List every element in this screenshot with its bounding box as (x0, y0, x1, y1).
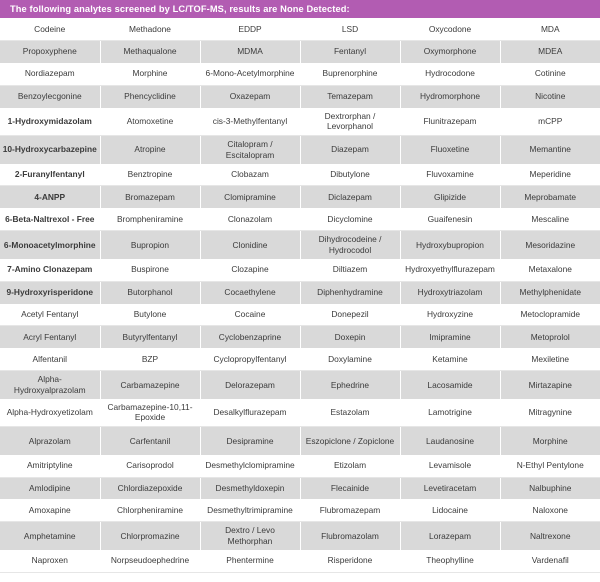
analyte-cell: 6-Monoacetylmorphine (0, 231, 100, 259)
analyte-cell: Lorazepam (400, 522, 500, 550)
analyte-cell: 9-Hydroxyrisperidone (0, 281, 100, 303)
analyte-cell: Nalbuphine (500, 477, 600, 499)
analyte-cell: Estazolam (300, 399, 400, 427)
analyte-cell: Naloxone (500, 499, 600, 521)
analyte-cell: 4-ANPP (0, 186, 100, 208)
table-row (0, 18, 600, 40)
analyte-cell: Acryl Fentanyl (0, 326, 100, 348)
analyte-cell: Carbamazepine (100, 371, 200, 399)
analyte-cell: Meprobamate (500, 186, 600, 208)
analyte-cell: Clomipramine (200, 186, 300, 208)
analyte-cell: Alpha-Hydroxyetizolam (0, 399, 100, 427)
analyte-cell: Flecainide (300, 477, 400, 499)
analyte-cell: Hydroxybupropion (400, 231, 500, 259)
analyte-cell: MDA (500, 18, 600, 40)
analyte-cell: MDEA (500, 40, 600, 62)
table-row (0, 550, 600, 572)
analyte-cell: Diazepam (300, 136, 400, 164)
analyte-cell: Fluoxetine (400, 136, 500, 164)
analyte-cell: Doxylamine (300, 348, 400, 370)
table-row (0, 259, 600, 281)
analyte-cell: Dicyclomine (300, 208, 400, 230)
analyte-cell: Chlordiazepoxide (100, 477, 200, 499)
analyte-cell: Hydroxyethylflurazepam (400, 259, 500, 281)
table-row (0, 522, 600, 550)
analyte-cell: Chlorpromazine (100, 522, 200, 550)
table-row (0, 371, 600, 399)
analyte-cell: Dibutylone (300, 164, 400, 186)
analyte-cell: Butyrylfentanyl (100, 326, 200, 348)
analyte-cell: mCPP (500, 108, 600, 136)
analyte-cell: Citalopram / Escitalopram (200, 136, 300, 164)
analyte-cell: Oxymorphone (400, 40, 500, 62)
analyte-cell: Risperidone (300, 550, 400, 572)
analyte-cell: Desmethylclomipramine (200, 455, 300, 477)
analyte-cell: Amphetamine (0, 522, 100, 550)
analyte-cell: Delorazepam (200, 371, 300, 399)
analyte-cell: Amoxapine (0, 499, 100, 521)
analyte-cell: Etizolam (300, 455, 400, 477)
table-row (0, 326, 600, 348)
analyte-cell: Alfentanil (0, 348, 100, 370)
analyte-cell: Amlodipine (0, 477, 100, 499)
analyte-cell: Clobazam (200, 164, 300, 186)
analyte-cell: Dextrorphan / Levorphanol (300, 108, 400, 136)
analyte-cell: Oxycodone (400, 18, 500, 40)
analyte-cell: Nordiazepam (0, 63, 100, 85)
analyte-cell: Atropine (100, 136, 200, 164)
analyte-cell: Flubromazepam (300, 499, 400, 521)
analyte-cell: Lamotrigine (400, 399, 500, 427)
analyte-cell: Meperidine (500, 164, 600, 186)
analyte-cell: Ephedrine (300, 371, 400, 399)
analyte-cell: Lacosamide (400, 371, 500, 399)
table-row (0, 348, 600, 370)
analyte-cell: Dihydrocodeine / Hydrocodol (300, 231, 400, 259)
analyte-cell: Doxepin (300, 326, 400, 348)
analyte-cell: Bupropion (100, 231, 200, 259)
analyte-cell: 7-Amino Clonazepam (0, 259, 100, 281)
analyte-cell: Dextro / Levo Methorphan (200, 522, 300, 550)
analyte-cell: Methylphenidate (500, 281, 600, 303)
analyte-cell: Desalkylflurazepam (200, 399, 300, 427)
analyte-cell: Clonazolam (200, 208, 300, 230)
analyte-cell: Temazepam (300, 85, 400, 107)
analyte-cell: Levamisole (400, 455, 500, 477)
analyte-cell: Desipramine (200, 427, 300, 455)
analyte-cell: Propoxyphene (0, 40, 100, 62)
analyte-cell: Flunitrazepam (400, 108, 500, 136)
analyte-cell: 6-Beta-Naltrexol - Free (0, 208, 100, 230)
analyte-cell: Methaqualone (100, 40, 200, 62)
analyte-cell: Methadone (100, 18, 200, 40)
analyte-cell: Nicotine (500, 85, 600, 107)
analyte-cell: Bromazepam (100, 186, 200, 208)
analyte-cell: 6-Mono-Acetylmorphine (200, 63, 300, 85)
analyte-cell: LSD (300, 18, 400, 40)
analyte-cell: Morphine (100, 63, 200, 85)
analyte-cell: EDDP (200, 18, 300, 40)
analyte-cell: Hydromorphone (400, 85, 500, 107)
analyte-cell: Cocaine (200, 304, 300, 326)
analyte-cell: Buspirone (100, 259, 200, 281)
analyte-cell: Cocaethylene (200, 281, 300, 303)
analyte-cell: Eszopiclone / Zopiclone (300, 427, 400, 455)
analyte-cell: Mexiletine (500, 348, 600, 370)
table-row (0, 85, 600, 107)
analyte-cell: Memantine (500, 136, 600, 164)
analyte-cell: Flubromazolam (300, 522, 400, 550)
analyte-cell: Cyclobenzaprine (200, 326, 300, 348)
analyte-cell: Norpseudoephedrine (100, 550, 200, 572)
table-row (0, 186, 600, 208)
analyte-cell: Laudanosine (400, 427, 500, 455)
analyte-cell: Desmethyltrimipramine (200, 499, 300, 521)
analyte-cell: Naproxen (0, 550, 100, 572)
analyte-cell: Vardenafil (500, 550, 600, 572)
analyte-cell: Buprenorphine (300, 63, 400, 85)
analyte-cell: Metoprolol (500, 326, 600, 348)
analyte-cell: Guaifenesin (400, 208, 500, 230)
analyte-cell: Brompheniramine (100, 208, 200, 230)
analyte-cell: Alprazolam (0, 427, 100, 455)
analyte-cell: Mitragynine (500, 399, 600, 427)
analyte-cell: Levetiracetam (400, 477, 500, 499)
analyte-cell: Mirtazapine (500, 371, 600, 399)
table-row (0, 399, 600, 427)
analyte-cell: Acetyl Fentanyl (0, 304, 100, 326)
analyte-cell: Ketamine (400, 348, 500, 370)
analyte-cell: Diphenhydramine (300, 281, 400, 303)
analyte-cell: Clozapine (200, 259, 300, 281)
analyte-cell: Chlorpheniramine (100, 499, 200, 521)
analyte-cell: Hydroxytriazolam (400, 281, 500, 303)
analyte-cell: Fentanyl (300, 40, 400, 62)
analyte-cell: Benzoylecgonine (0, 85, 100, 107)
analyte-cell: Codeine (0, 18, 100, 40)
analyte-cell: Imipramine (400, 326, 500, 348)
analyte-cell: Desmethyldoxepin (200, 477, 300, 499)
analyte-cell: N-Ethyl Pentylone (500, 455, 600, 477)
analyte-cell: Carfentanil (100, 427, 200, 455)
analyte-cell: Cyclopropylfentanyl (200, 348, 300, 370)
analyte-cell: cis-3-Methylfentanyl (200, 108, 300, 136)
analyte-cell: Fluvoxamine (400, 164, 500, 186)
table-row (0, 108, 600, 136)
analyte-cell: Alpha-Hydroxyalprazolam (0, 371, 100, 399)
analyte-cell: Theophylline (400, 550, 500, 572)
table-row (0, 208, 600, 230)
analyte-cell: Diclazepam (300, 186, 400, 208)
analyte-cell: Naltrexone (500, 522, 600, 550)
analyte-cell: Cotinine (500, 63, 600, 85)
analyte-cell: Lidocaine (400, 499, 500, 521)
table-row (0, 477, 600, 499)
analyte-cell: Hydrocodone (400, 63, 500, 85)
table-row (0, 231, 600, 259)
table-row (0, 281, 600, 303)
analyte-cell: BZP (100, 348, 200, 370)
analyte-cell: Mesoridazine (500, 231, 600, 259)
analyte-cell: 2-Furanylfentanyl (0, 164, 100, 186)
analyte-cell: Metaxalone (500, 259, 600, 281)
analyte-cell: Amitriptyline (0, 455, 100, 477)
analyte-cell: Oxazepam (200, 85, 300, 107)
analyte-cell: Phencyclidine (100, 85, 200, 107)
analyte-cell: Butorphanol (100, 281, 200, 303)
analyte-cell: Phentermine (200, 550, 300, 572)
table-row (0, 63, 600, 85)
analyte-cell: Carisoprodol (100, 455, 200, 477)
table-row (0, 304, 600, 326)
table-row (0, 499, 600, 521)
table-row (0, 136, 600, 164)
analyte-cell: 1-Hydroxymidazolam (0, 108, 100, 136)
table-row (0, 164, 600, 186)
analyte-cell: Hydroxyzine (400, 304, 500, 326)
analyte-cell: Metoclopramide (500, 304, 600, 326)
analyte-cell: Atomoxetine (100, 108, 200, 136)
analyte-cell: Butylone (100, 304, 200, 326)
analyte-cell: Carbamazepine-10,11-Epoxide (100, 399, 200, 427)
table-row (0, 40, 600, 62)
analyte-cell: Glipizide (400, 186, 500, 208)
analyte-cell: Clonidine (200, 231, 300, 259)
analyte-cell: 10-Hydroxycarbazepine (0, 136, 100, 164)
analyte-cell: MDMA (200, 40, 300, 62)
analyte-table-body (0, 18, 600, 572)
analyte-cell: Mescaline (500, 208, 600, 230)
analyte-cell: Donepezil (300, 304, 400, 326)
table-row (0, 427, 600, 455)
analyte-cell: Morphine (500, 427, 600, 455)
table-row (0, 455, 600, 477)
analyte-banner-title: The following analytes screened by LC/TOF-MS, results are None Detected: (0, 0, 600, 18)
analyte-cell: Diltiazem (300, 259, 400, 281)
analyte-cell: Benztropine (100, 164, 200, 186)
analyte-table (0, 18, 600, 573)
